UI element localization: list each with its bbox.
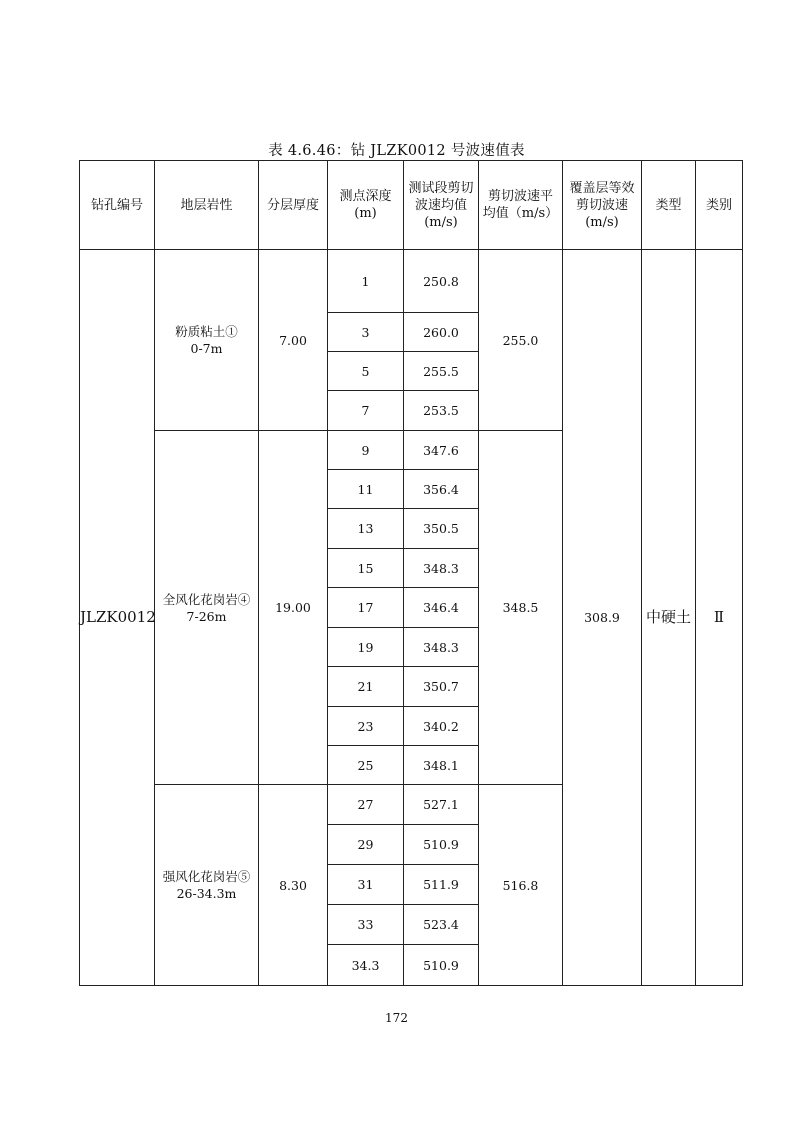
header-avg-line1: 剪切波速平 [487,189,553,204]
table-row [80,250,743,313]
header-category: 类别 [696,161,743,250]
table-title: 表 4.6.46：钻 JLZK0012 号波速值表 [268,143,525,159]
header-cover-line1: 覆盖层等效 [569,180,635,196]
velocity-cell: 350.7 [404,667,479,707]
header-average-velocity [479,161,563,250]
average-velocity-cell: 348.5 [479,431,563,785]
velocity-cell: 348.3 [404,628,479,667]
stratum-name: 全风化花岗岩④ [162,591,251,607]
borehole-id: JLZK0012 [80,250,155,986]
average-velocity-cell: 516.8 [479,785,563,986]
header-depth-line1: 测点深度 [339,189,392,204]
depth-cell: 1 [328,250,404,313]
page-number: 172 [385,1011,408,1025]
wave-velocity-table [79,160,743,986]
header-seg-line3: (m/s) [424,214,458,230]
thickness-cell: 8.30 [259,785,328,986]
velocity-cell: 347.6 [404,431,479,470]
velocity-cell: 346.4 [404,588,479,628]
header-cover-line3: (m/s) [585,214,619,230]
velocity-cell: 250.8 [404,250,479,313]
stratum-cell [155,431,259,785]
stratum-range: 0-7m [190,341,223,356]
depth-cell: 29 [328,825,404,865]
header-type: 类型 [642,161,696,250]
depth-cell: 19 [328,628,404,667]
velocity-cell: 350.5 [404,509,479,549]
depth-cell: 11 [328,470,404,509]
velocity-cell: 348.3 [404,549,479,588]
depth-cell: 25 [328,746,404,785]
velocity-cell: 340.2 [404,707,479,746]
stratum-range: 26-34.3m [176,886,237,901]
depth-cell: 34.3 [328,945,404,986]
velocity-cell: 510.9 [404,825,479,865]
stratum-range: 7-26m [186,608,227,624]
depth-cell: 23 [328,707,404,746]
header-seg-line2: 波速均值 [414,197,467,213]
thickness-cell: 19.00 [259,431,328,785]
header-cover-velocity [563,161,642,250]
header-cover-line2: 剪切波速 [575,197,628,213]
velocity-cell: 348.1 [404,746,479,785]
depth-cell: 27 [328,785,404,825]
header-depth-line2: (m) [354,206,377,221]
stratum-name: 粉质粘土① [175,324,238,339]
depth-cell: 3 [328,313,404,352]
header-avg-line2: 均值（m/s） [482,206,559,221]
average-velocity-cell: 255.0 [479,250,563,431]
header-stratum: 地层岩性 [155,161,259,250]
velocity-cell: 527.1 [404,785,479,825]
depth-cell: 33 [328,905,404,945]
depth-cell: 9 [328,431,404,470]
velocity-cell: 523.4 [404,905,479,945]
header-depth [328,161,404,250]
depth-cell: 7 [328,391,404,431]
soil-type: 中硬土 [642,250,696,986]
stratum-cell [155,250,259,431]
velocity-cell: 253.5 [404,391,479,431]
header-segment-velocity [404,161,479,250]
stratum-cell [155,785,259,986]
header-thickness: 分层厚度 [259,161,328,250]
stratum-name: 强风化花岗岩⑤ [162,869,251,884]
site-class: Ⅱ [696,250,743,986]
depth-cell: 13 [328,509,404,549]
depth-cell: 17 [328,588,404,628]
velocity-cell: 255.5 [404,352,479,391]
header-seg-line1: 测试段剪切 [408,180,474,196]
depth-cell: 15 [328,549,404,588]
velocity-cell: 260.0 [404,313,479,352]
depth-cell: 31 [328,865,404,905]
thickness-cell: 7.00 [259,250,328,431]
depth-cell: 5 [328,352,404,391]
header-row [80,161,743,250]
depth-cell: 21 [328,667,404,707]
velocity-cell: 511.9 [404,865,479,905]
equivalent-velocity: 308.9 [563,250,642,986]
header-borehole: 钻孔编号 [80,161,155,250]
velocity-cell: 510.9 [404,945,479,986]
velocity-cell: 356.4 [404,470,479,509]
